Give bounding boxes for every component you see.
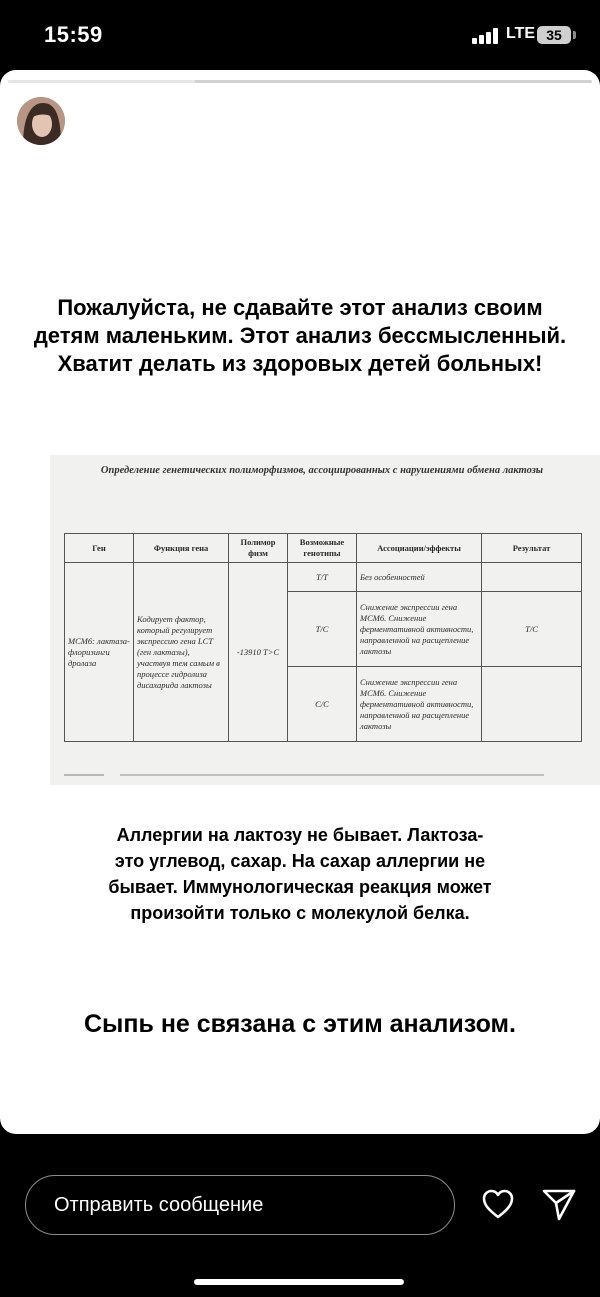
- table-header: Функция гена: [134, 534, 229, 563]
- effect-cell: Снижение экспрессии гена MCM6. Снижение ферментативной активности, направленной на расщепление лактозы: [357, 592, 482, 667]
- home-indicator: [194, 1279, 404, 1285]
- status-time: 15:59: [44, 22, 103, 47]
- story-closing-text: Сыпь не связана с этим анализом.: [84, 1010, 516, 1038]
- effect-cell: Снижение экспрессии гена MCM6. Снижение ферментативной активности, направленной на расщепление лактозы: [357, 667, 482, 742]
- result-cell: T/C: [482, 592, 582, 667]
- message-placeholder: Отправить сообщение: [54, 1194, 264, 1216]
- heart-icon[interactable]: [481, 1187, 515, 1221]
- genotype-cell: T/T: [288, 563, 357, 592]
- effect-cell: Без особенностей: [357, 563, 482, 592]
- result-cell: [482, 563, 582, 592]
- network-type: LTE: [506, 25, 536, 42]
- table-header: Ассоциации/эффекты: [357, 534, 482, 563]
- table-header: Результат: [482, 534, 582, 563]
- message-input[interactable]: [25, 1175, 455, 1235]
- result-cell: [482, 667, 582, 742]
- status-bar: [0, 0, 600, 70]
- table-header: Полимор физм: [229, 534, 288, 563]
- story-progress-fill: [8, 80, 195, 83]
- story-username[interactable]: doc_mekhedova: [81, 108, 223, 128]
- genotype-cell: T/C: [288, 592, 357, 667]
- genotype-cell: C/C: [288, 667, 357, 742]
- table-header-row: [65, 534, 582, 563]
- gene-cell: MCM6: лактаза-флоризинги дролаза: [65, 563, 134, 742]
- avatar[interactable]: [17, 97, 65, 145]
- document-photo: [50, 455, 600, 785]
- story-body-text: Аллергии на лактозу не бывает. Лактоза- это углевод, сахар. На сахар аллергии не бывает. Иммунологическая реакция может произойти только с молекулой белка.: [108, 825, 492, 923]
- table-row: [65, 563, 582, 592]
- gene-function-cell: Кодирует фактор, который регулирует экспрессию гена LCT (ген лактазы), участвуя тем самым в процессе гидролиза дисахарида лактозы: [134, 563, 229, 742]
- close-icon[interactable]: [554, 104, 586, 136]
- table-header: Ген: [65, 534, 134, 563]
- story-timestamp: 5 ч.: [254, 108, 284, 128]
- document-caption: Определение генетических полиморфизмов, ассоциированных с нарушениями обмена лактозы: [100, 465, 544, 476]
- table-header: Возможные генотипы: [288, 534, 357, 563]
- battery-tip: [573, 31, 576, 39]
- more-options-icon[interactable]: [496, 105, 530, 129]
- avatar-photo: [17, 97, 65, 145]
- polymorphism-cell: -13910 T>C: [229, 563, 288, 742]
- genetic-test-table: [64, 533, 582, 742]
- signal-strength-icon: [472, 28, 502, 44]
- story-card[interactable]: [0, 70, 600, 1134]
- battery-icon: 35: [537, 26, 571, 44]
- send-icon[interactable]: [541, 1186, 577, 1222]
- story-progress-bar: [8, 80, 592, 83]
- story-headline: Пожалуйста, не сдавайте этот анализ своим детям маленьким. Этот анализ бессмысленный. Хватит делать из здоровых детей больных!: [33, 295, 567, 376]
- document-cut-off-text: [64, 774, 544, 776]
